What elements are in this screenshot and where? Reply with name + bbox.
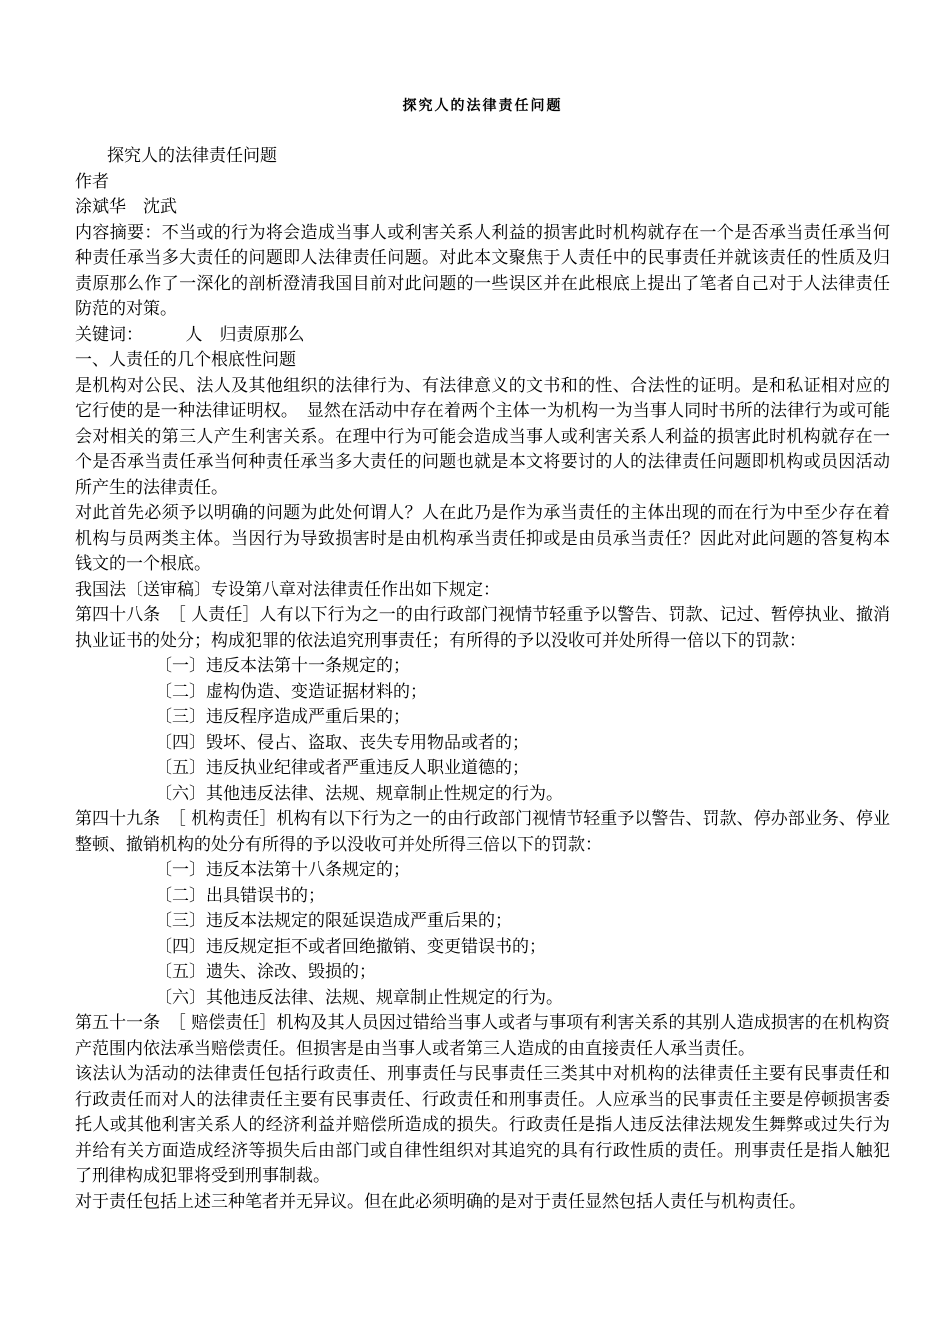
document-page <box>75 96 890 1215</box>
list-item: 〔五〕遗失、涂改、毁损的； <box>155 962 376 982</box>
list-item: 〔三〕违反本法规定的限延误造成严重后果的； <box>155 911 512 931</box>
article-49: 第四十九条 ［ 机构责任］机构有以下行为之一的由行政部门视情节轻重予以警告、罚款、停办部业务、停业整顿、撤销机构的处分有所得的予以没收可并处所得三倍以下的罚款： <box>75 809 890 855</box>
body-paragraph: 我国法〔送审稿〕专设第八章对法律责任作出如下规定： <box>75 579 500 600</box>
list-item: 〔三〕违反程序造成严重后果的； <box>155 707 410 727</box>
list-item: 〔一〕违反本法第十八条规定的； <box>155 860 410 880</box>
body-paragraph: 对于责任包括上述三种笔者并无异议。但在此必须明确的是对于责任显然包括人责任与机构责任。 <box>75 1191 806 1212</box>
list-item: 〔六〕其他违反法律、法规、规章制止性规定的行为。 <box>155 987 563 1008</box>
body-paragraph: 该法认为活动的法律责任包括行政责任、刑事责任与民事责任三类其中对机构的法律责任主要有民事责任和行政责任而对人的法律责任主要有民事责任、行政责任和刑事责任。人应承当的民事责任主要是停顿损害委托人或其他利害关系人的经济利益并赔偿所造成的损失。行政责任是指人违反法律法规发生舞弊或过失行为并给有关方面造成经济等损失后由部门或自律性组织对其追究的具有行政性质的责任。刑事责任是指人触犯了刑律构成犯罪将受到刑事制裁。 <box>75 1064 890 1186</box>
list-item: 〔五〕违反执业纪律或者严重违反人职业道德的； <box>155 758 529 778</box>
list-item: 〔四〕毁坏、侵占、盗取、丧失专用物品或者的； <box>155 732 529 753</box>
list-item: 〔一〕违反本法第十一条规定的； <box>155 656 410 676</box>
section-heading: 一、人责任的几个根底性问题 <box>75 350 296 370</box>
abstract-paragraph: 内容摘要：不当或的行为将会造成当事人或利害关系人利益的损害此时机构就存在一个是否承当责任承当何种责任承当多大责任的问题即人法律责任问题。对此本文聚焦于人责任中的民事责任并就该责任的性质及归责原那么作了一深化的剖析澄清我国目前对此问题的一些误区并在此根底上提出了笔者自己对于人法律责任防范的对策。 <box>75 222 890 319</box>
body-paragraph: 是机构对公民、法人及其他组织的法律行为、有法律意义的文书和的性、合法性的证明。是和私证相对应的它行使的是一种法律证明权。 显然在活动中存在着两个主体一为机构一为当事人同时书所的法律行为或可能会对相关的第三人产生利害关系。在理中行为可能会造成当事人或利害关系人利益的损害此时机构就存在一个是否承当责任承当何种责任承当多大责任的问题也就是本文将要讨的人的法律责任问题即机构或员因活动所产生的法律责任。 <box>75 375 890 498</box>
body-paragraph: 对此首先必须予以明确的问题为此处何谓人？人在此乃是作为承当责任的主体出现的而在行为中至少存在着机构与员两类主体。当因行为导致损害时是由机构承当责任抑或是由员承当责任？因此对此问题的答复构本钱文的一个根底。 <box>75 503 890 574</box>
author-names: 涂斌华 沈武 <box>75 197 177 217</box>
document-title: 探究人的法律责任问题 <box>402 98 563 114</box>
keywords-line: 关键词： 人 归责原那么 <box>75 324 305 345</box>
list-item: 〔四〕违反规定拒不或者回绝撤销、变更错误书的； <box>155 936 546 957</box>
article-48: 第四十八条 ［ 人责任］人有以下行为之一的由行政部门视情节轻重予以警告、罚款、记过、暂停执业、撤消执业证书的处分；构成犯罪的依法追究刑事责任；有所得的予以没收可并处所得一倍以下的罚款： <box>75 605 890 651</box>
list-item: 〔二〕出具错误书的； <box>155 885 325 906</box>
list-item: 〔二〕虚构伪造、变造证据材料的； <box>155 681 427 702</box>
author-label: 作者 <box>75 171 109 192</box>
article-51: 第五十一条 ［ 赔偿责任］机构及其人员因过错给当事人或者与事项有利害关系的其别人造成损害的在机构资产范围内依法承当赔偿责任。但损害是由当事人或者第三人造成的由直接责任人承当责任。 <box>75 1013 890 1059</box>
list-item: 〔六〕其他违反法律、法规、规章制止性规定的行为。 <box>155 783 563 804</box>
article-subtitle: 探究人的法律责任问题 <box>107 146 277 166</box>
